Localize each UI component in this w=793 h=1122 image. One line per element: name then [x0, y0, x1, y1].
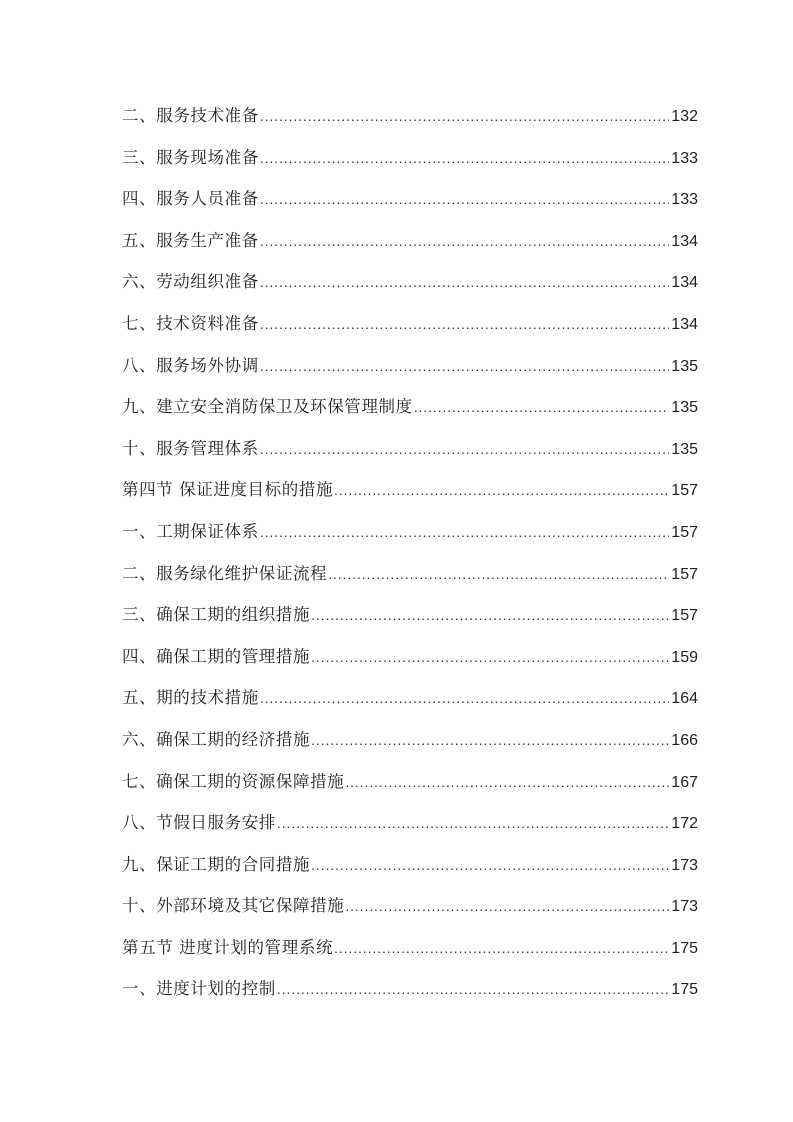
toc-entry-page: 164 — [671, 690, 698, 708]
dot-leader — [311, 637, 669, 679]
toc-entry-page: 157 — [671, 482, 698, 500]
dot-leader — [260, 96, 669, 138]
toc-entry-title: 五、期的技术措施 — [122, 688, 259, 708]
toc-entry-title: 八、节假日服务安排 — [122, 813, 276, 833]
dot-leader — [311, 595, 669, 637]
toc-entry-title: 九、保证工期的合同措施 — [122, 854, 311, 874]
toc-entry-page: 157 — [671, 607, 698, 625]
toc-entry-page: 175 — [671, 939, 698, 957]
toc-entry[interactable] — [122, 927, 698, 969]
dot-leader — [277, 969, 669, 1011]
toc-entry-page: 173 — [671, 898, 698, 916]
toc-entry-page: 135 — [671, 357, 698, 375]
toc-entry-title: 七、技术资料准备 — [122, 313, 259, 333]
dot-leader — [345, 762, 669, 804]
toc-entry[interactable] — [122, 636, 698, 678]
toc-entry-title: 十、外部环境及其它保障措施 — [122, 896, 345, 916]
dot-leader — [311, 720, 669, 762]
toc-entry[interactable] — [122, 261, 698, 303]
dot-leader — [334, 470, 669, 512]
toc-entry-page: 134 — [671, 274, 698, 292]
toc-entry[interactable] — [122, 345, 698, 387]
toc-entry[interactable] — [122, 968, 698, 1010]
toc-entry[interactable] — [122, 844, 698, 886]
toc-entry-title: 八、服务场外协调 — [122, 355, 259, 375]
toc-entry-page: 133 — [671, 191, 698, 209]
dot-leader — [311, 845, 669, 887]
toc-entry-title: 三、服务现场准备 — [122, 147, 259, 167]
toc-entry[interactable] — [122, 220, 698, 262]
toc-entry[interactable] — [122, 469, 698, 511]
dot-leader — [414, 387, 670, 429]
dot-leader — [328, 554, 669, 596]
dot-leader — [260, 429, 669, 471]
toc-entry-title: 六、确保工期的经济措施 — [122, 729, 311, 749]
toc-entry-title: 四、确保工期的管理措施 — [122, 646, 311, 666]
toc-entry-page: 135 — [671, 440, 698, 458]
toc-entry-page: 157 — [671, 523, 698, 541]
toc-entry-title: 十、服务管理体系 — [122, 438, 259, 458]
toc-entry-title: 一、进度计划的控制 — [122, 979, 276, 999]
toc-entry-page: 133 — [671, 149, 698, 167]
toc-entry-page: 134 — [671, 232, 698, 250]
dot-leader — [260, 346, 669, 388]
dot-leader — [334, 928, 669, 970]
toc-entry-title: 二、服务绿化维护保证流程 — [122, 563, 328, 583]
toc-entry-page: 167 — [671, 773, 698, 791]
dot-leader — [260, 179, 669, 221]
toc-entry-title: 七、确保工期的资源保障措施 — [122, 771, 345, 791]
dot-leader — [345, 886, 669, 928]
toc-entry[interactable] — [122, 428, 698, 470]
toc-entry[interactable] — [122, 885, 698, 927]
dot-leader — [260, 262, 669, 304]
table-of-contents — [122, 95, 698, 1010]
toc-entry[interactable] — [122, 719, 698, 761]
toc-entry-page: 135 — [671, 399, 698, 417]
toc-entry[interactable] — [122, 553, 698, 595]
toc-entry-page: 172 — [671, 815, 698, 833]
toc-entry-page: 166 — [671, 731, 698, 749]
toc-entry[interactable] — [122, 511, 698, 553]
toc-entry-title: 一、工期保证体系 — [122, 521, 259, 541]
dot-leader — [260, 221, 669, 263]
toc-entry[interactable] — [122, 677, 698, 719]
toc-entry[interactable] — [122, 178, 698, 220]
toc-entry[interactable] — [122, 802, 698, 844]
dot-leader — [260, 512, 669, 554]
dot-leader — [277, 803, 669, 845]
toc-entry[interactable] — [122, 95, 698, 137]
dot-leader — [260, 304, 669, 346]
toc-entry-title: 二、服务技术准备 — [122, 106, 259, 125]
toc-entry[interactable] — [122, 761, 698, 803]
dot-leader — [260, 138, 669, 180]
toc-entry[interactable] — [122, 386, 698, 428]
toc-entry-page: 157 — [671, 565, 698, 583]
dot-leader — [260, 678, 669, 720]
toc-entry-title: 六、劳动组织准备 — [122, 272, 259, 292]
toc-entry-page: 132 — [671, 108, 698, 125]
toc-entry-title: 五、服务生产准备 — [122, 230, 259, 250]
toc-entry-title: 四、服务人员准备 — [122, 189, 259, 209]
toc-entry[interactable] — [122, 137, 698, 179]
toc-entry[interactable] — [122, 594, 698, 636]
toc-entry-title: 第五节 进度计划的管理系统 — [122, 937, 334, 957]
toc-entry-page: 173 — [671, 856, 698, 874]
toc-entry-page: 159 — [671, 648, 698, 666]
toc-entry-page: 134 — [671, 315, 698, 333]
toc-entry-page: 175 — [671, 981, 698, 999]
toc-entry-title: 九、建立安全消防保卫及环保管理制度 — [122, 397, 413, 417]
toc-entry-title: 三、确保工期的组织措施 — [122, 605, 311, 625]
toc-entry-title: 第四节 保证进度目标的措施 — [122, 480, 334, 500]
toc-entry[interactable] — [122, 303, 698, 345]
